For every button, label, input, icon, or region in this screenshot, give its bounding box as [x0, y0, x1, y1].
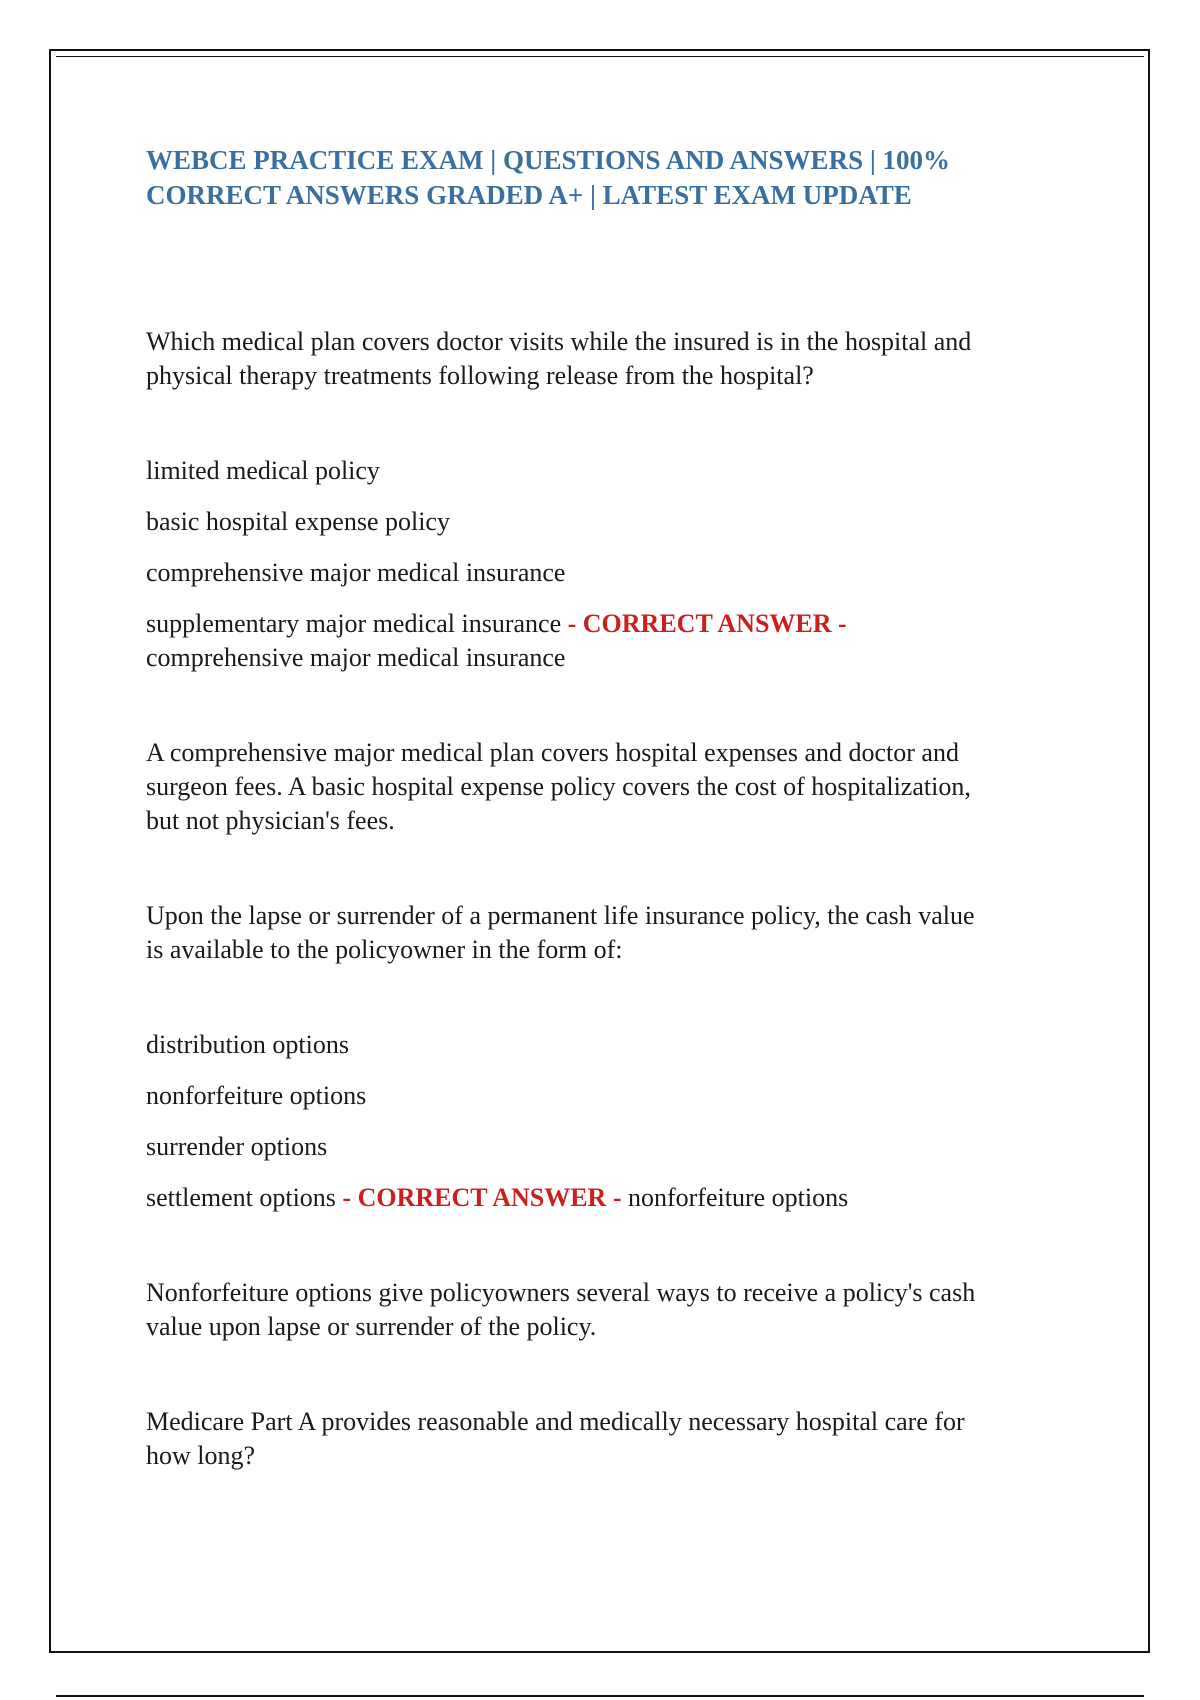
question-1-option-4: supplementary major medical insurance: [146, 609, 562, 638]
question-1-option-3: comprehensive major medical insurance: [146, 558, 566, 587]
title-line-1: WEBCE PRACTICE EXAM | QUESTIONS AND ANSWERS | 100%: [146, 145, 951, 175]
document-body: [146, 143, 1076, 1473]
question-2-explanation: Nonforfeiture options give policyowners several ways to receive a policy's cash value upon lapse or surrender of the policy.: [146, 1278, 976, 1341]
document-title: [146, 143, 1076, 213]
question-2-text: Upon the lapse or surrender of a permanent life insurance policy, the cash value is available to the policyowner in the form of:: [146, 901, 975, 964]
correct-answer-label: - CORRECT ANSWER -: [567, 609, 847, 638]
question-2-option-4: settlement options: [146, 1183, 336, 1212]
title-line-2: CORRECT ANSWERS GRADED A+ | LATEST EXAM UPDATE: [146, 180, 912, 210]
question-3-text: Medicare Part A provides reasonable and medically necessary hospital care for how long?: [146, 1407, 965, 1470]
correct-answer-label: - CORRECT ANSWER -: [342, 1183, 622, 1212]
question-2-answer: nonforfeiture options: [627, 1183, 849, 1212]
question-1-option-1: limited medical policy: [146, 456, 380, 485]
question-1-option-2: basic hospital expense policy: [146, 507, 450, 536]
question-2-option-4-with-answer: [146, 1181, 1076, 1215]
bottom-divider: [56, 1695, 1144, 1697]
top-divider: [56, 56, 1144, 57]
question-1-option-4-with-answer: [146, 607, 1076, 675]
question-2-option-1: distribution options: [146, 1030, 349, 1059]
question-1-answer: comprehensive major medical insurance: [146, 643, 566, 672]
question-2-option-2: nonforfeiture options: [146, 1081, 367, 1110]
question-1-text: Which medical plan covers doctor visits while the insured is in the hospital and physical therapy treatments following release from the hospital?: [146, 327, 972, 390]
question-2-option-3: surrender options: [146, 1132, 328, 1161]
question-1-explanation: A comprehensive major medical plan covers hospital expenses and doctor and surgeon fees. A basic hospital expense policy covers the cost of hospitalization, but not physician's fees.: [146, 738, 971, 835]
